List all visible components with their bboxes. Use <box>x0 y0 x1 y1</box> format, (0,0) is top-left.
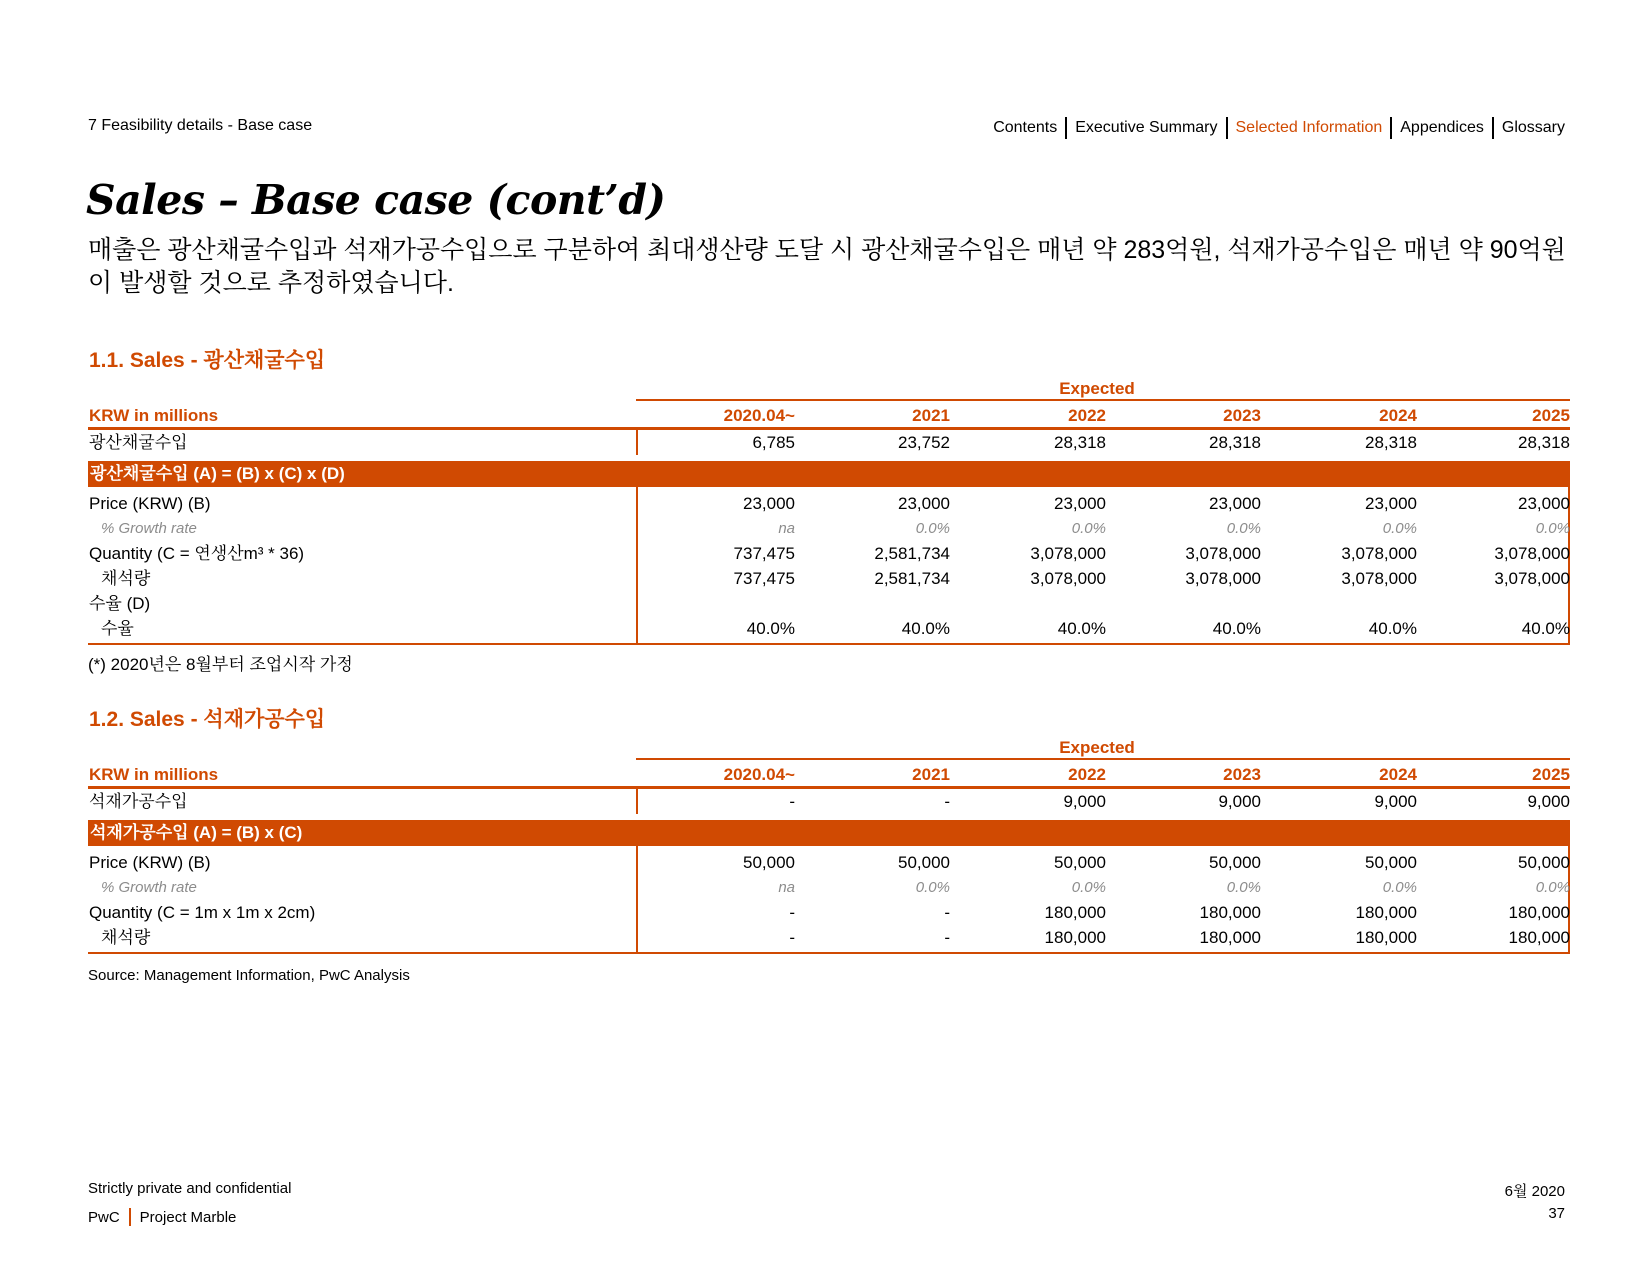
cell: 23,000 <box>1518 494 1570 513</box>
column-header: 2022 <box>1068 406 1106 425</box>
cell: 50,000 <box>1054 853 1106 872</box>
cell: 0.0% <box>1071 879 1106 896</box>
cell: 28,318 <box>1209 433 1261 452</box>
column-header: 2025 <box>1532 406 1570 425</box>
table-row <box>88 850 1570 875</box>
cell: 737,475 <box>733 569 795 588</box>
cell: 40.0% <box>1212 619 1261 638</box>
column-header-row <box>88 401 1570 430</box>
nav-separator <box>1390 117 1392 139</box>
cell: 3,078,000 <box>1185 569 1261 588</box>
cell: 737,475 <box>733 544 795 563</box>
row-label: 수율 (D) <box>89 594 151 613</box>
cell: - <box>944 903 950 922</box>
cell: 180,000 <box>1199 928 1261 947</box>
cell: 0.0% <box>1535 520 1570 537</box>
nav-separator <box>1492 117 1494 139</box>
confidentiality-note: Strictly private and confidential <box>88 1180 292 1197</box>
nav-glossary[interactable]: Glossary <box>1501 119 1565 136</box>
footer-separator <box>129 1208 131 1226</box>
cell: - <box>789 928 795 947</box>
table-row <box>88 925 1570 950</box>
cell: 180,000 <box>1199 903 1261 922</box>
page-number: 37 <box>1548 1205 1565 1222</box>
cell: 23,000 <box>1054 494 1106 513</box>
cell: 0.0% <box>915 520 950 537</box>
intro-text: 매출은 광산채굴수입과 석재가공수입으로 구분하여 최대생산량 도달 시 광산채굴수입은 매년 약 283억원, 석재가공수입은 매년 약 90억원이 발생할 것으로 추정하였습니다. <box>88 236 1566 297</box>
cell: - <box>944 928 950 947</box>
cell: 3,078,000 <box>1494 569 1570 588</box>
cell: 23,000 <box>898 494 950 513</box>
cell: 180,000 <box>1355 903 1417 922</box>
top-navigation <box>993 117 1565 139</box>
nav-separator <box>1226 117 1228 139</box>
row-label: Quantity (C = 1m x 1m x 2cm) <box>89 903 316 922</box>
column-header: 2020.04~ <box>723 765 795 784</box>
cell: 28,318 <box>1518 433 1570 452</box>
cell: 40.0% <box>901 619 950 638</box>
column-header: 2024 <box>1379 765 1417 784</box>
cell: 0.0% <box>1071 520 1106 537</box>
table-row <box>88 591 1570 616</box>
table-row <box>88 616 1570 641</box>
column-header: 2023 <box>1223 406 1261 425</box>
row-label: Quantity (C = 연생산m³ * 36) <box>89 544 305 563</box>
nav-appendices[interactable]: Appendices <box>1400 119 1484 136</box>
cell: 28,318 <box>1365 433 1417 452</box>
cell: 180,000 <box>1508 928 1570 947</box>
footer-date: 6월 2020 <box>1504 1183 1565 1200</box>
column-header-row <box>88 760 1570 789</box>
cell: 50,000 <box>898 853 950 872</box>
column-header: 2023 <box>1223 765 1261 784</box>
detail-block <box>88 846 1570 954</box>
row-label: Price (KRW) (B) <box>89 494 211 513</box>
formula-band: 광산채굴수입 (A) = (B) x (C) x (D) <box>88 461 1570 487</box>
cell: 9,000 <box>1218 792 1261 811</box>
row-label: 수율 <box>101 619 134 638</box>
project-name: Project Marble <box>139 1208 237 1226</box>
cell: - <box>789 792 795 811</box>
column-header: 2021 <box>912 765 950 784</box>
cell: - <box>789 903 795 922</box>
row-label: % Growth rate <box>101 879 197 896</box>
cell: - <box>944 792 950 811</box>
row-label: % Growth rate <box>101 520 197 537</box>
table-row <box>88 875 1570 900</box>
cell: 3,078,000 <box>1341 544 1417 563</box>
table1-footnote: (*) 2020년은 8월부터 조업시작 가정 <box>88 655 353 674</box>
source-note: Source: Management Information, PwC Analysis <box>88 967 410 984</box>
row-label: 석재가공수입 <box>89 792 188 811</box>
brand-name: PwC <box>88 1208 120 1226</box>
formula-band: 석재가공수입 (A) = (B) x (C) <box>88 820 1570 846</box>
cell: 23,000 <box>1209 494 1261 513</box>
cell: 180,000 <box>1508 903 1570 922</box>
cell: 40.0% <box>1521 619 1570 638</box>
nav-separator <box>1065 117 1067 139</box>
nav-selected-information[interactable]: Selected Information <box>1235 119 1383 136</box>
cell: 3,078,000 <box>1030 569 1106 588</box>
column-divider <box>636 789 638 814</box>
column-header: 2022 <box>1068 765 1106 784</box>
table-row <box>88 516 1570 541</box>
row-label: 광산채굴수입 <box>89 433 188 452</box>
table-row <box>88 541 1570 566</box>
table2-heading: 1.2. Sales - 석재가공수입 <box>89 708 326 731</box>
row-label: 채석량 <box>101 569 151 588</box>
row-label: 채석량 <box>101 928 151 947</box>
column-header: 2024 <box>1379 406 1417 425</box>
cell: 0.0% <box>1382 879 1417 896</box>
cell: 23,752 <box>898 433 950 452</box>
nav-executive-summary[interactable]: Executive Summary <box>1075 119 1218 136</box>
cell: 0.0% <box>1226 879 1261 896</box>
total-row <box>88 789 1570 814</box>
column-header: 2021 <box>912 406 950 425</box>
total-row <box>88 430 1570 455</box>
row-label: Price (KRW) (B) <box>89 853 211 872</box>
table-row <box>88 491 1570 516</box>
expected-header <box>88 736 1570 760</box>
cell: 0.0% <box>1535 879 1570 896</box>
cell: na <box>778 520 795 537</box>
table2-stone-processing-revenue <box>88 736 1570 954</box>
cell: 3,078,000 <box>1185 544 1261 563</box>
cell: 0.0% <box>1226 520 1261 537</box>
cell: 23,000 <box>743 494 795 513</box>
cell: 3,078,000 <box>1341 569 1417 588</box>
cell: 50,000 <box>743 853 795 872</box>
cell: 28,318 <box>1054 433 1106 452</box>
table-row <box>88 566 1570 591</box>
cell: 180,000 <box>1044 928 1106 947</box>
table-row <box>88 900 1570 925</box>
cell: 50,000 <box>1365 853 1417 872</box>
cell: 9,000 <box>1527 792 1570 811</box>
cell: 40.0% <box>746 619 795 638</box>
cell: 0.0% <box>1382 520 1417 537</box>
cell: 0.0% <box>915 879 950 896</box>
unit-label: KRW in millions <box>89 765 219 784</box>
cell: 6,785 <box>752 433 795 452</box>
footer-brand <box>88 1208 236 1226</box>
unit-label: KRW in millions <box>89 406 219 425</box>
cell: 50,000 <box>1209 853 1261 872</box>
cell: 2,581,734 <box>874 569 950 588</box>
section-label: 7 Feasibility details - Base case <box>88 117 313 134</box>
column-header: 2020.04~ <box>723 406 795 425</box>
cell: 23,000 <box>1365 494 1417 513</box>
cell: 9,000 <box>1063 792 1106 811</box>
expected-header <box>88 377 1570 401</box>
nav-contents[interactable]: Contents <box>993 119 1058 136</box>
cell: 3,078,000 <box>1030 544 1106 563</box>
cell: 40.0% <box>1057 619 1106 638</box>
expected-label: Expected <box>1059 738 1135 757</box>
column-divider <box>636 430 638 455</box>
cell: 40.0% <box>1368 619 1417 638</box>
cell: 2,581,734 <box>874 544 950 563</box>
table1-mining-revenue <box>88 377 1570 645</box>
table1-heading: 1.1. Sales - 광산채굴수입 <box>89 349 326 372</box>
cell: 180,000 <box>1044 903 1106 922</box>
detail-block <box>88 487 1570 645</box>
cell: 3,078,000 <box>1494 544 1570 563</box>
page-title: Sales – Base case (cont’d) <box>86 176 666 224</box>
cell: 180,000 <box>1355 928 1417 947</box>
cell: 9,000 <box>1374 792 1417 811</box>
cell: na <box>778 879 795 896</box>
expected-label: Expected <box>1059 379 1135 398</box>
cell: 50,000 <box>1518 853 1570 872</box>
column-header: 2025 <box>1532 765 1570 784</box>
